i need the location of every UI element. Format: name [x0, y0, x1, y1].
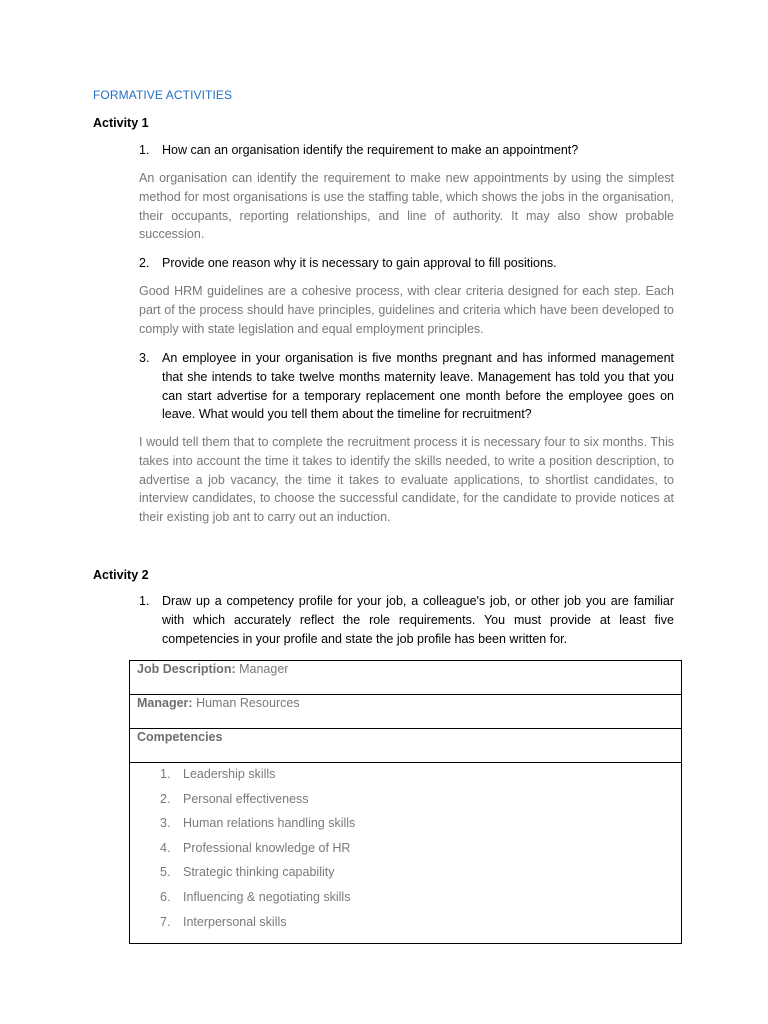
section-title: FORMATIVE ACTIVITIES	[93, 88, 233, 102]
question-number: 2.	[139, 256, 150, 270]
list-item: 7. Interpersonal skills	[160, 914, 287, 929]
question-3	[139, 349, 674, 424]
question-2	[139, 254, 674, 273]
competencies-header-row	[130, 729, 682, 763]
question-text: Draw up a competency profile for your job, a colleague's job, or other job you are familiar with which accurately reflect the role requirements. You must provide at least five competencies in your profile and state the job profile has been written for.	[162, 594, 674, 646]
list-item: 1. Leadership skills	[160, 767, 276, 781]
job-description-label: Job Description:	[137, 662, 236, 676]
question-1	[139, 141, 674, 160]
manager-row	[130, 695, 682, 729]
question-number: 1.	[139, 143, 150, 157]
answer-3: I would tell them that to complete the recruitment process it is necessary four to six months. This takes into account the time it takes to identify the skills needed, to write a position description, to advertise a job vacancy, the time it takes to evaluate applications, to shortlist candidates, to interview candidates, to choose the successful candidate, for the candidate to provide notices at their existing job ant to carry out an induction.	[139, 435, 674, 525]
list-item: 4. Professional knowledge of HR	[160, 840, 351, 855]
activity-1-heading: Activity 1	[93, 116, 149, 130]
question-text: Provide one reason why it is necessary to gain approval to fill positions.	[162, 256, 557, 270]
activity-2-heading: Activity 2	[93, 568, 149, 582]
list-item: 3. Human relations handling skills	[160, 816, 356, 831]
list-item: 6. Influencing & negotiating skills	[160, 889, 351, 904]
competencies-list	[137, 763, 674, 943]
answer-1: An organisation can identify the requirement to make new appointments by using the simplest method for most organisations is use the staffing table, which shows the jobs in the organisation, their occupants, reporting relationships, and line of authority. It may also show probable succession.	[139, 171, 674, 242]
activity-2-question-1	[139, 592, 674, 648]
competency-profile-table	[129, 660, 682, 944]
answer-2: Good HRM guidelines are a cohesive process, with clear criteria designed for each step. Each part of the process should have principles, guidelines and criteria which have been developed to comply with state legislation and equal employment principles.	[139, 284, 674, 336]
manager-label: Manager:	[137, 696, 193, 710]
question-text: An employee in your organisation is five months pregnant and has informed management that she intends to take twelve months maternity leave. Management has told you that you can start advertise for a temporary replacement one month before the employee goes on leave. What would you tell them about the timeline for recruitment?	[162, 351, 674, 422]
job-description-value: Manager	[239, 662, 289, 676]
question-number: 3.	[139, 351, 150, 365]
competencies-list-row	[130, 763, 682, 944]
question-text: How can an organisation identify the requirement to make an appointment?	[162, 143, 579, 157]
job-description-row	[130, 661, 682, 695]
list-item: 2. Personal effectiveness	[160, 791, 309, 806]
competencies-label: Competencies	[137, 730, 223, 744]
question-number: 1.	[139, 594, 150, 608]
list-item: 5. Strategic thinking capability	[160, 865, 335, 880]
manager-value: Human Resources	[196, 696, 300, 710]
